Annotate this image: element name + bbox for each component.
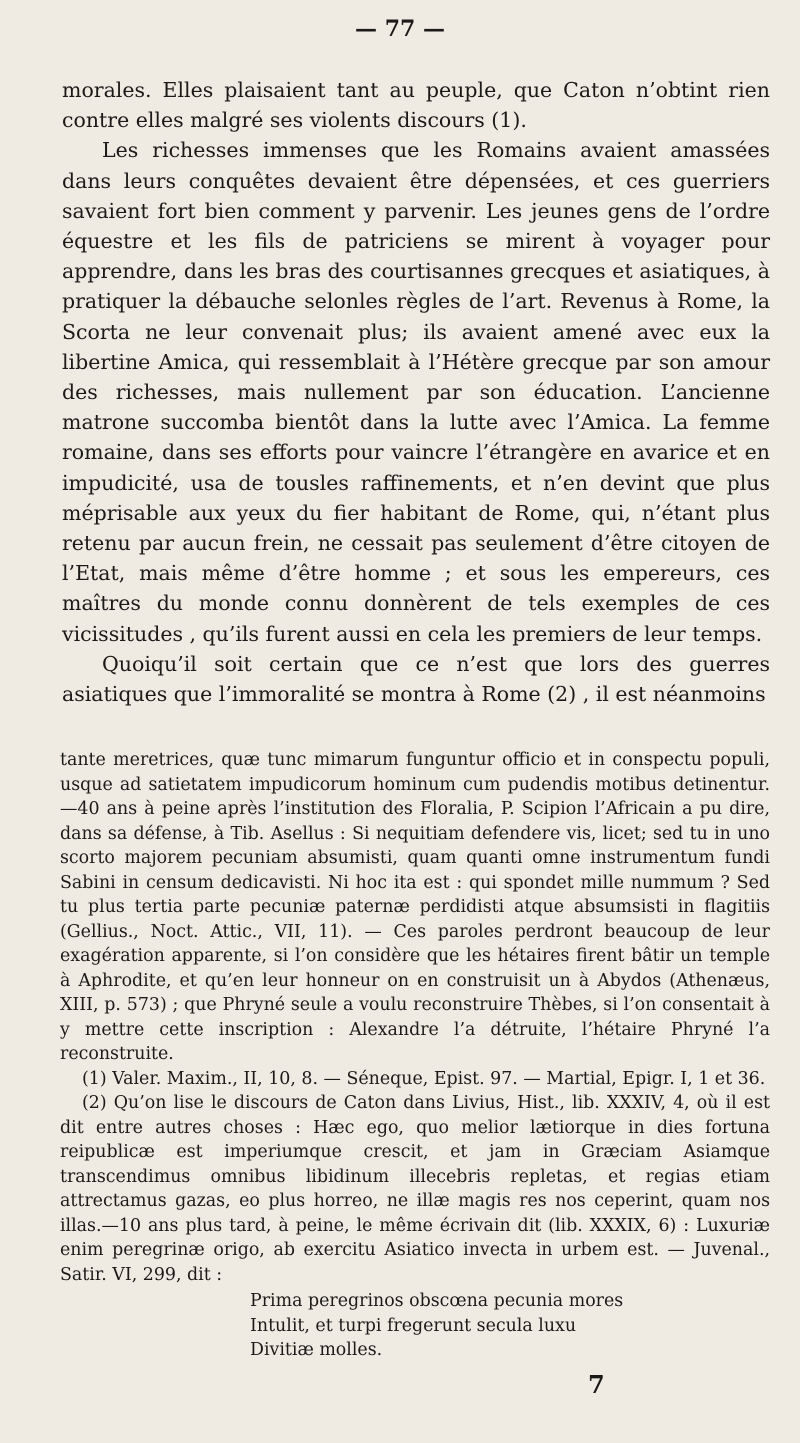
main-paragraph: Quoiqu’il soit certain que ce n’est que lors des guerres asiatiques que l’immoralité se montra à Rome (2) , il est néanmoins <box>62 651 770 707</box>
page-number: — 77 — <box>355 16 445 42</box>
footnote-1: (1) Valer. Maxim., II, 10, 8. — Séneque, Epist. 97. — Martial, Epigr. I, 1 et 36. <box>82 1068 766 1089</box>
footnotes <box>60 748 770 1363</box>
footnote-continuation: tante meretrices, quæ tunc mimarum funguntur officio et in conspectu populi, usque ad satietatem impudicorum hominum cum pudendis motibus detinentur.—40 ans à peine après l’institution des Floralia, P. Scipion l’Africain a pu dire, dans sa défense, à Tib. Asellus : Si nequitiam defendere vis, licet; sed tu in uno scorto majorem pecuniam absumisti, quam quanti omne instrumentum fundi Sabini in censum dedicavisti. Ni hoc ita est : qui spondet mille nummum ? Sed tu plus tertia parte pecuniæ paternæ perdidisti atque absumsisti in flagitiis (Gellius., Noct. Attic., VII, 11). — Ces paroles perdront beaucoup de leur exagération apparente, si l’on considère que les hétaires firent bâtir un temple à Aphrodite, et qu’en leur honneur on en construisit un à Abydos (Athenæus, XIII, p. 573) ; que Phryné seule a voulu reconstruire Thèbes, si l’on consentait à y mettre cette inscription : Alexandre l’a détruite, l’hétaire Phryné l’a reconstruite. <box>60 750 770 1064</box>
signature-mark: 7 <box>588 1370 605 1399</box>
verse-line: Divitiæ molles. <box>250 1340 383 1360</box>
verse-line: Intulit, et turpi fregerunt secula luxu <box>250 1315 577 1336</box>
main-paragraph: Les richesses immenses que les Romains avaient amassées dans leurs conquêtes devaient être dépensées, et ces guerriers savaient fort bien comment y parvenir. Les jeunes gens de l’ordre équestre et les fils de patriciens se mirent à voyager pour apprendre, dans les bras des courtisannes grecques et asiatiques, à pratiquer la débauche selonles règles de l’art. Revenus à Rome, la Scorta ne leur convenait plus; ils avaient amené avec eux la libertine Amica, qui ressemblait à l’Hétère grecque par son amour des richesses, mais nullement par son éducation. L’ancienne matrone succomba bientôt dans la lutte avec l’Amica. La femme romaine, dans ses efforts pour vaincre l’étrangère en avarice et en impudicité, usa de tousles raffinements, et n’en devint que plus méprisable aux yeux du fier habitant de Rome, qui, n’étant plus retenu par aucun frein, ne cessait pas seulement d’être citoyen de l’Etat, mais même d’être homme ; et sous les empereurs, ces maîtres du monde connu donnèrent de tels exemples de ces vicissitudes , qu’ils furent aussi en cela les premiers de leur temps. <box>62 138 770 646</box>
main-text <box>62 75 770 709</box>
main-paragraph: morales. Elles plaisaient tant au peuple, que Caton n’obtint rien contre elles malgré ses violents discours (1). <box>62 78 770 133</box>
verse-quote <box>60 1289 770 1363</box>
verse-line: Prima peregrinos obscœna pecunia mores <box>250 1291 624 1311</box>
footnote-2: (2) Qu’on lise le discours de Caton dans Livius, Hist., lib. XXXIV, 4, où il est dit entre autres choses : Hæc ego, quo melior lætiorque in dies fortuna reipublicæ est imperiumque crescit, et jam in Græciam Asiamque transcendimus omnibus libidinum illecebris repletas, et regias etiam attrectamus gazas, eo plus horreo, ne illæ magis res nos ceperint, quam nos illas.—10 ans plus tard, à peine, le même écrivain dit (lib. XXXIX, 6) : Luxuriæ enim peregrinæ origo, ab exercitu Asiatico invecta in urbem est. — Juvenal., Satir. VI, 299, dit : <box>60 1093 770 1285</box>
